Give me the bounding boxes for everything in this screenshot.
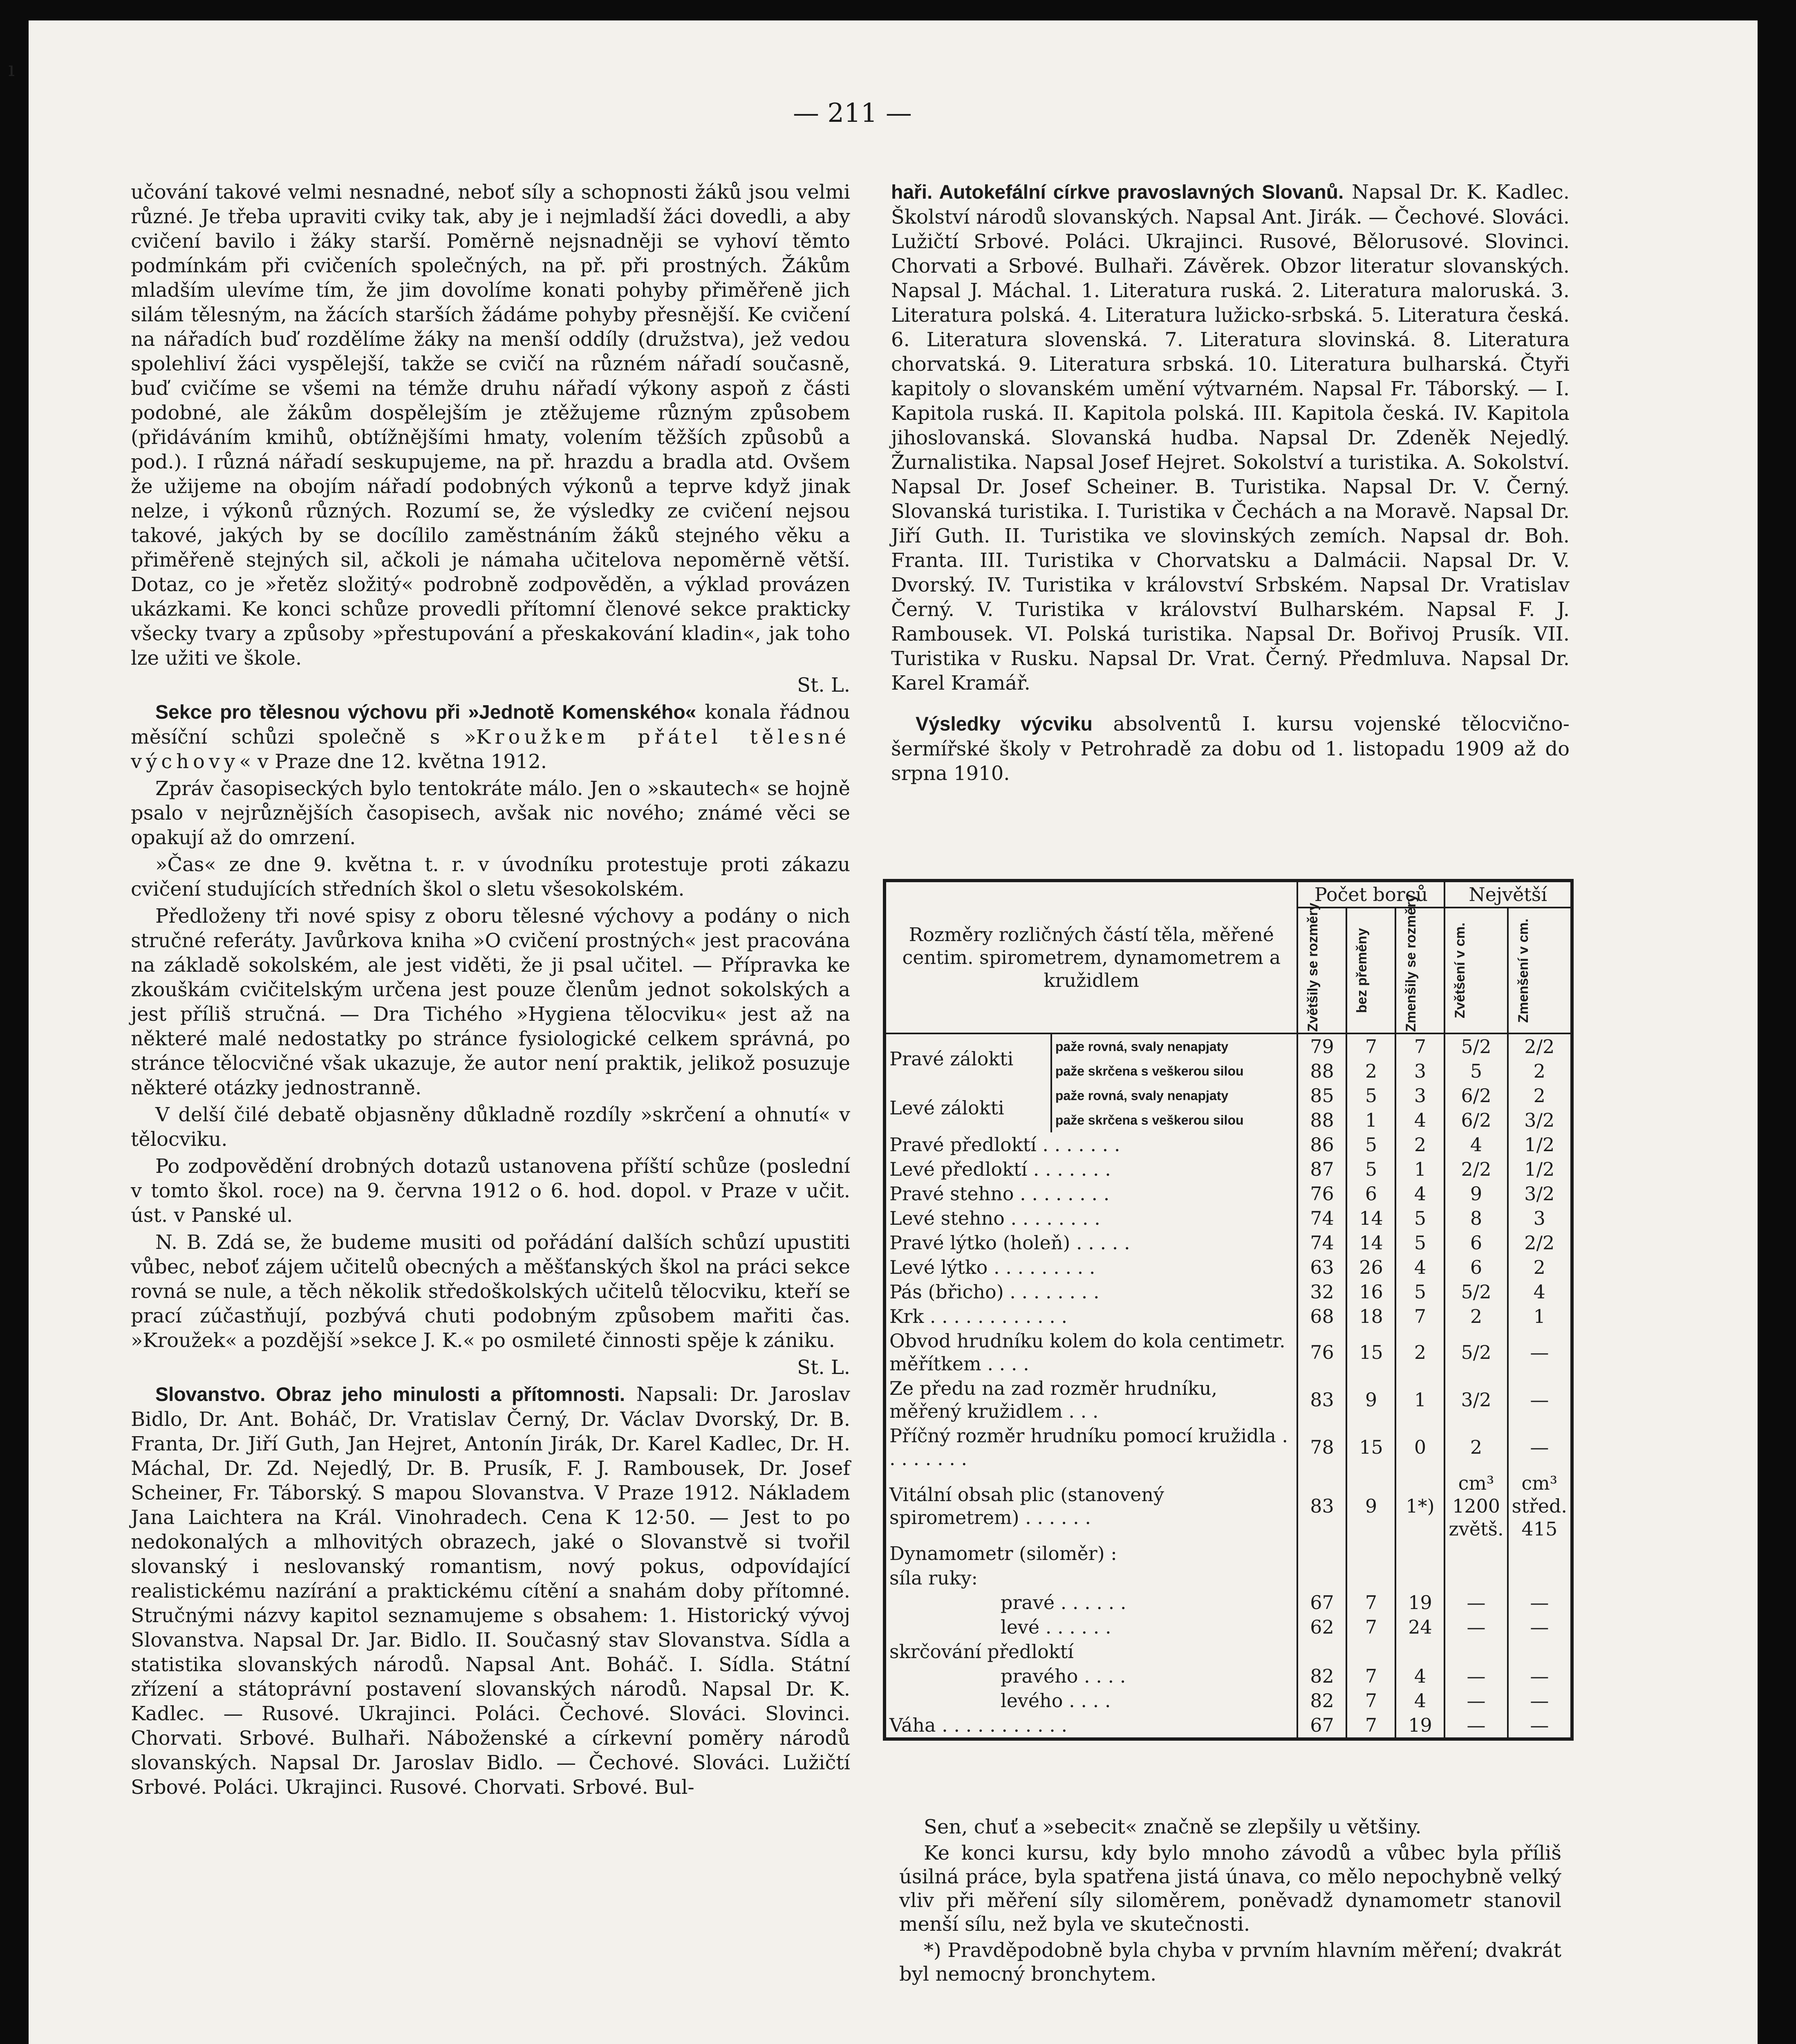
cell-b: 7 <box>1346 1033 1395 1059</box>
row-label: Levé stehno . . . . . . . . <box>885 1206 1297 1230</box>
table-row <box>885 1255 1572 1280</box>
results-table <box>883 879 1574 1741</box>
cell-a: 87 <box>1310 1158 1334 1180</box>
cell-e: 2/2 <box>1508 1033 1572 1059</box>
cell-e <box>1508 1639 1572 1664</box>
cell-e: 1/2 <box>1508 1157 1572 1181</box>
footnote: *) Pravděpodobně byla chyba v prvním hlavním měření; dvakrát byl nemocný bronchytem. <box>899 1939 1561 1986</box>
cell-e: — <box>1508 1713 1572 1739</box>
cell-b: 14 <box>1346 1206 1395 1230</box>
cell-d: cm³ 1200 zvětš. <box>1444 1471 1507 1541</box>
cell-e: 2 <box>1508 1059 1572 1083</box>
cell-d: — <box>1444 1688 1507 1713</box>
cell-d: 6 <box>1444 1255 1507 1280</box>
sub-header-label: Zvětšily se rozměry <box>1305 903 1321 1032</box>
cell-a: 67 <box>1310 1591 1334 1614</box>
cell-d: 5/2 <box>1444 1329 1507 1376</box>
cell-b: 7 <box>1346 1615 1395 1639</box>
text: « v Praze dne 12. května 1912. <box>239 750 547 773</box>
signature: St. L. <box>797 1356 850 1379</box>
text: Napsali: Dr. Jaroslav Bidlo, Dr. Ant. Boháč, Dr. Vratislav Černý, Dr. Václav Dvorský, Dr. B. Franta, Dr. Jiří Guth, Jan Hejret, Antonín Jirák, Dr. Karel Kadlec, Dr. H. Máchal, Dr. Zd. Nejedlý, Dr. B. Prusík, F. J. Rambousek, Dr. Josef Scheiner, Fr. Táborský. S mapou Slovanstva. V Praze 1912. Nákladem Jana Laichtera na Král. Vinohradech. Cena K 12·50. — Jest to po nedokonalých a mlhovitých obrazech, jaké o Slovanstvě si tvořil slovanský i neslovanský romantism, nový pokus, odpovídající realistickému nazírání a praktickému cítění a snahám doby přítomné. Stručnými názvy kapitol seznamujeme s obsahem: 1. Historický vývoj Slovanstva. Napsal Dr. Jar. Bidlo. II. Současný stav Slovanstva. Sídla a statistika slovanských národů. Napsal Ant. Boháč. I. Sídla. Státní zřízení a státoprávní postavení slovanských národů. Napsal Dr. K. Kadlec. — Rusové. Ukrajinci. Poláci. Čechové. Slováci. Slovinci. Chorvati. Srbové. Bulhaři. Náboženské a církevní poměry národů slovanských. Napsal Dr. Jaroslav Bidlo. — Čechové. Slováci. Lužičtí Srbové. Poláci. Ukrajinci. Rusové. Chorvati. Srbové. Bul- <box>131 1383 850 1799</box>
paragraph: Předloženy tři nové spisy z oboru tělesné výchovy a podány o nich stručné referáty. Javůrkova kniha »O cvičení prostných« jest pracována na základě sokolském, ale jest viděti, že ji psal učitel. — Přípravka ke zkouškám cvičitelským určena jest pouze členům jednot sokolských a jest příliš stručná. — Dra Tichého »Hygiena tělocviku« jest až na některé malé nedostatky po stránce fysiologické celkem správná, po stránce tělocvičné však ukazuje, že autor není praktik, jelikož posuzuje některé otázky jednostranně. <box>131 905 850 1099</box>
cell-a: 83 <box>1310 1389 1334 1411</box>
cell-b: 14 <box>1346 1230 1395 1255</box>
row-label: pravého . . . . <box>885 1664 1297 1688</box>
margin-mark: ı <box>8 57 15 81</box>
cell-c: 5 <box>1395 1230 1444 1255</box>
cell-e: cm³ střed. 415 <box>1508 1471 1572 1541</box>
paragraph: učování takové velmi nesnadné, neboť síly a schopnosti žáků jsou velmi různé. Je třeba upraviti cviky tak, aby je i nejmladší žáci dovedli, a aby cvičení bavilo i žáky starší. Poměrně nejsnadněji se vyhoví těmto podmínkám při cvičeních společných, na př. při prostných. Žákům mladším ulevíme tím, že jim dovolíme konati pohyby přiměřeně jich silám tělesným, na žácích starších žádáme pohyby přesnější. Ke cvičení na nářadích buď rozdělíme žáky na menší oddíly (družstva), jež vedou spolehliví žáci vyspělejší, takže se cvičí na různém nářadí současně, buď cvičíme se všemi na témže druhu nářadí výkony aspoň z části podobné, ale žákům dospělejším je ztěžujeme různým způsobem (přidáváním kmihů, obtížnějšími hmaty, volením těžších způsobů a pod.). I různá nářadí seskupujeme, na př. hrazdu a bradla atd. Ovšem že užijeme na obojím nářadí podobných výkonů a teprve když jinak nelze, i výkonů různých. Rozumí se, že výsledky ze cvičení nejsou takové, jakých by se docílilo zaměstnáním žáků stejného věku a přiměřeně stejných sil, ačkoli je námaha učitelova nepoměrně větší. Dotaz, co je »řetěz složitý« podrobně zodpověděn, a výklad provázen ukázkami. Ke konci schůze provedli přítomní členové sekce prakticky všecky tvary a způsoby »přestupování a přeskakování kladin«, jak toho lze užiti ve škole. <box>131 181 850 670</box>
row-label: Obvod hrudníku kolem do kola centimetr. měřítkem . . . . <box>885 1329 1297 1376</box>
cell-b: 7 <box>1346 1713 1395 1739</box>
cell-c: 0 <box>1395 1423 1444 1471</box>
cell-b: 15 <box>1346 1329 1395 1376</box>
cell-d: 5 <box>1444 1059 1507 1083</box>
table-row <box>885 1280 1572 1304</box>
cell-c: 3 <box>1395 1083 1444 1108</box>
text: Napsal Dr. K. Kadlec. Školství národů slovanských. Napsal Ant. Jirák. — Čechové. Slováci. Lužičtí Srbové. Poláci. Ukrajinci. Rusové, Bělorusové. Slovinci. Chorvati a Srbové. Bulhaři. Závěrek. Obzor literatur slovanských. Napsal J. Máchal. 1. Literatura ruská. 2. Literatura maloruská. 3. Literatura polská. 4. Literatura lužicko-srbská. 5. Literatura česká. 6. Literatura slovenská. 7. Literatura slovinská. 8. Literatura chorvatská. 9. Literatura srbská. 10. Literatura bulharská. Čtyři kapitoly o slovanském umění výtvarném. Napsal Fr. Táborský. — I. Kapitola ruská. II. Kapitola polská. III. Kapitola česká. IV. Kapitola jihoslovanská. Slovanská hudba. Napsal Dr. Zdeněk Nejedlý. Žurnalistika. Napsal Josef Hejret. Sokolství a turistika. A. Sokolství. Napsal Dr. Josef Scheiner. B. Turistika. Napsal Dr. V. Černý. Slovanská turistika. I. Turistika v Čechách a na Moravě. Napsal Dr. Jiří Guth. II. Turistika ve slovinských zemích. Napsal dr. Boh. Franta. III. Turistika v Chorvatsku a Dalmácii. Napsal Dr. V. Dvorský. IV. Turistika v království Srbském. Napsal Dr. Vratislav Černý. V. Turistika v království Bulharském. Napsal F. J. Rambousek. VI. Polská turistika. Napsal Dr. Bořivoj Prusík. VII. Turistika v Rusku. Napsal Dr. Vrat. Černý. Předmluva. Napsal Dr. Karel Kramář. <box>891 181 1570 695</box>
condition-label: paže rovná, svaly nenapjaty <box>1051 1033 1298 1059</box>
section-title: Slovanstvo. Obraz jeho minulosti a přítomnosti. <box>155 1384 625 1405</box>
table-row <box>885 1376 1572 1423</box>
cell-e: — <box>1508 1615 1572 1639</box>
cell-e: — <box>1508 1329 1572 1376</box>
cell-c: 4 <box>1395 1181 1444 1206</box>
cell-d <box>1444 1639 1507 1664</box>
cell-e: 3 <box>1508 1206 1572 1230</box>
cell-e: — <box>1508 1664 1572 1688</box>
row-label: skrčování předloktí <box>885 1639 1297 1664</box>
page-number: — 211 — <box>793 98 912 128</box>
cell-b: 1 <box>1346 1108 1395 1132</box>
header-nejvetsi: Největší <box>1444 881 1572 908</box>
cell-e: 3/2 <box>1508 1108 1572 1132</box>
table-row <box>885 1033 1572 1059</box>
cell-c <box>1395 1566 1444 1590</box>
cell-a: 88 <box>1310 1060 1334 1082</box>
condition-label: paže skrčena s veškerou silou <box>1051 1059 1298 1083</box>
cell-b: 15 <box>1346 1423 1395 1471</box>
cell-c: 4 <box>1395 1108 1444 1132</box>
cell-e: — <box>1508 1688 1572 1713</box>
paragraph <box>891 180 1570 695</box>
sub-header-label: Zvětšení v cm. <box>1452 922 1468 1019</box>
table-row <box>885 1304 1572 1329</box>
paragraph: Zpráv časopiseckých bylo tentokráte málo. Jen o »skautech« se hojně psalo v nejrůznějších časopisech, avšak nic nového; známé věci se opakují až do omrzení. <box>131 777 850 849</box>
cell-e: 2/2 <box>1508 1230 1572 1255</box>
cell-d: — <box>1444 1664 1507 1688</box>
header-description: Rozměry rozličných částí těla, měřené centim. spirometrem, dynamometrem a kružidlem <box>885 881 1297 1033</box>
table-row <box>885 1423 1572 1471</box>
bold-text: haři. Autokefální církve pravoslavných Slovanů. <box>891 182 1344 203</box>
cell-c: 4 <box>1395 1664 1444 1688</box>
cell-a: 68 <box>1310 1305 1334 1327</box>
notes <box>899 1815 1561 1988</box>
table-row <box>885 1132 1572 1157</box>
cell-d: 6 <box>1444 1230 1507 1255</box>
cell-e: — <box>1508 1376 1572 1423</box>
cell-d: 5/2 <box>1444 1033 1507 1059</box>
cell-e: 2 <box>1508 1255 1572 1280</box>
cell-a: 76 <box>1310 1183 1334 1205</box>
cell-e: — <box>1508 1590 1572 1615</box>
cell-b: 5 <box>1346 1083 1395 1108</box>
paragraph: N. B. Zdá se, že budeme musiti od pořádání dalších schůzí upustiti vůbec, neboť zájem učitelů obecných a měšťanských škol na práci sekce rovná se nule, a těch několik středoškolských učitelů tělocviku, kteří se prací zúčastňují, pozbývá chuti podobným způsobem mařiti čas. »Kroužek« a pozdější »sekce J. K.« po osmileté činnosti spěje k zániku. <box>131 1231 850 1352</box>
cell-c: 4 <box>1395 1255 1444 1280</box>
sub-header-label: Zmenšení v cm. <box>1515 918 1531 1023</box>
cell-e: 4 <box>1508 1280 1572 1304</box>
header-pocet-borcu: Počet borců <box>1297 881 1444 908</box>
section-title: Sekce pro tělesnou výchovu při »Jednotě Komenského« <box>155 702 696 723</box>
cell-b: 7 <box>1346 1664 1395 1688</box>
sub-header <box>1508 908 1572 1033</box>
cell-d: 2/2 <box>1444 1157 1507 1181</box>
cell-d: — <box>1444 1590 1507 1615</box>
row-label: levé . . . . . . <box>885 1615 1297 1639</box>
cell-c: 7 <box>1395 1033 1444 1059</box>
cell-c: 7 <box>1395 1304 1444 1329</box>
cell-d: — <box>1444 1713 1507 1739</box>
paragraph: »Čas« ze dne 9. května t. r. v úvodníku protestuje proti zákazu cvičení studujících středních škol o sletu všesokolském. <box>131 853 850 901</box>
cell-b: 5 <box>1346 1157 1395 1181</box>
cell-a: 74 <box>1310 1207 1334 1229</box>
text: konala řádnou měsíční schůzi společně s » <box>131 701 851 749</box>
cell-b: 9 <box>1346 1471 1395 1541</box>
text: absolventů I. kursu vojenské tělocvično-šermířské školy v Petrohradě za dobu od 1. listopadu 1909 až do srpna 1910. <box>891 713 1570 785</box>
sub-header <box>1395 894 1444 1033</box>
table-row <box>885 1541 1572 1566</box>
sub-header-label: bez přeměny <box>1354 928 1370 1013</box>
cell-c: 4 <box>1395 1688 1444 1713</box>
cell-a <box>1297 1639 1346 1664</box>
condition-label: paže skrčena s veškerou silou <box>1051 1108 1298 1132</box>
cell-c: 19 <box>1395 1590 1444 1615</box>
note: Ke konci kursu, kdy bylo mnoho závodů a vůbec byla příliš úsilná práce, byla spatřena jistá únava, co mělo nepochybně velký vliv při měření síly siloměrem, poněvadž dynamometr stanovil menší sílu, než byla ve skutečnosti. <box>899 1842 1561 1936</box>
cell-a: 74 <box>1310 1232 1334 1254</box>
cell-d: 3/2 <box>1444 1376 1507 1423</box>
paragraph: Po zodpovědění drobných dotazů ustanovena příští schůze (poslední v tomto škol. roce) na 9. června 1912 o 6. hod. dopol. v Praze v učit. úst. v Panské ul. <box>131 1155 850 1227</box>
row-label: Příčný rozměr hrudníku pomocí kružidla . . . . . . . . <box>885 1423 1297 1471</box>
row-label: levého . . . . <box>885 1688 1297 1713</box>
sub-header <box>1297 903 1346 1033</box>
cell-a: 63 <box>1310 1256 1334 1278</box>
cell-a: 86 <box>1310 1134 1334 1156</box>
cell-e: 2 <box>1508 1083 1572 1108</box>
table-row <box>885 1639 1572 1664</box>
signature: St. L. <box>797 674 850 697</box>
cell-a: 62 <box>1310 1616 1334 1638</box>
cell-c: 3 <box>1395 1059 1444 1083</box>
spaced-text: Kroužkem přátel tělesné výchovy <box>131 726 851 773</box>
cell-e: 1/2 <box>1508 1132 1572 1157</box>
cell-d: 9 <box>1444 1181 1507 1206</box>
cell-a <box>1297 1541 1346 1566</box>
cell-b: 7 <box>1346 1590 1395 1615</box>
paragraph <box>131 700 850 774</box>
row-label: Levé zálokti <box>889 1097 1004 1119</box>
table-row <box>885 1157 1572 1181</box>
cell-d: 6/2 <box>1444 1083 1507 1108</box>
cell-d: 2 <box>1444 1304 1507 1329</box>
left-column <box>131 180 850 1802</box>
cell-b: 2 <box>1346 1059 1395 1083</box>
cell-a: 67 <box>1310 1714 1334 1736</box>
cell-c: 1 <box>1395 1157 1444 1181</box>
sub-header <box>1346 908 1395 1033</box>
cell-c: 24 <box>1395 1615 1444 1639</box>
row-label: Dynamometr (siloměr) : <box>885 1541 1297 1566</box>
row-label: síla ruky: <box>885 1566 1297 1590</box>
table-row <box>885 1206 1572 1230</box>
section-title: Výsledky výcviku <box>916 713 1093 735</box>
right-column <box>891 180 1570 788</box>
cell-e: — <box>1508 1423 1572 1471</box>
paragraph <box>131 1382 850 1800</box>
row-label: Pravé předloktí . . . . . . . <box>885 1132 1297 1157</box>
cell-b <box>1346 1541 1395 1566</box>
cell-a: 32 <box>1310 1281 1334 1303</box>
cell-c: 5 <box>1395 1280 1444 1304</box>
row-label: pravé . . . . . . <box>885 1590 1297 1615</box>
row-label: Pás (břicho) . . . . . . . . <box>885 1280 1297 1304</box>
cell-c: 19 <box>1395 1713 1444 1739</box>
table-row <box>885 1713 1572 1739</box>
cell-b: 6 <box>1346 1181 1395 1206</box>
cell-e: 3/2 <box>1508 1181 1572 1206</box>
cell-e <box>1508 1541 1572 1566</box>
cell-c: 2 <box>1395 1329 1444 1376</box>
sub-header <box>1444 908 1507 1033</box>
cell-d: 5/2 <box>1444 1280 1507 1304</box>
cell-a: 85 <box>1310 1085 1334 1107</box>
cell-d <box>1444 1566 1507 1590</box>
cell-c: 5 <box>1395 1206 1444 1230</box>
cell-b: 26 <box>1346 1255 1395 1280</box>
cell-b <box>1346 1639 1395 1664</box>
paragraph: V delší čilé debatě objasněny důkladně rozdíly »skrčení a ohnutí« v tělocviku. <box>131 1103 850 1151</box>
row-label: Pravé zálokti <box>889 1048 1014 1070</box>
row-label: Pravé stehno . . . . . . . . <box>885 1181 1297 1206</box>
cell-a: 78 <box>1310 1436 1334 1458</box>
table-row <box>885 1615 1572 1639</box>
cell-d: 6/2 <box>1444 1108 1507 1132</box>
cell-a: 76 <box>1310 1341 1334 1363</box>
condition-label: paže rovná, svaly nenapjaty <box>1051 1083 1298 1108</box>
table-row <box>885 1664 1572 1688</box>
cell-d: 2 <box>1444 1423 1507 1471</box>
cell-a <box>1297 1566 1346 1590</box>
row-label: Váha . . . . . . . . . . . <box>885 1713 1297 1739</box>
cell-b: 9 <box>1346 1376 1395 1423</box>
table-row <box>885 1688 1572 1713</box>
cell-c <box>1395 1639 1444 1664</box>
paragraph <box>891 712 1570 786</box>
table-row <box>885 1566 1572 1590</box>
sub-header-label: Zmenšily se rozměry <box>1403 894 1419 1032</box>
cell-d: 4 <box>1444 1132 1507 1157</box>
table-row <box>885 1590 1572 1615</box>
table-row <box>885 1329 1572 1376</box>
cell-e: 1 <box>1508 1304 1572 1329</box>
table-row <box>885 1471 1572 1541</box>
cell-c: 1 <box>1395 1376 1444 1423</box>
table-row <box>885 1083 1572 1108</box>
cell-c: 1*) <box>1395 1471 1444 1541</box>
cell-a: 82 <box>1310 1690 1334 1712</box>
cell-b: 16 <box>1346 1280 1395 1304</box>
cell-e <box>1508 1566 1572 1590</box>
cell-a: 82 <box>1310 1665 1334 1687</box>
cell-a: 83 <box>1310 1495 1334 1517</box>
row-label: Levé lýtko . . . . . . . . . <box>885 1255 1297 1280</box>
cell-b: 7 <box>1346 1688 1395 1713</box>
cell-b <box>1346 1566 1395 1590</box>
row-label: Pravé lýtko (holeň) . . . . . <box>885 1230 1297 1255</box>
table-row <box>885 1181 1572 1206</box>
row-label: Krk . . . . . . . . . . . . <box>885 1304 1297 1329</box>
row-label: Levé předloktí . . . . . . . <box>885 1157 1297 1181</box>
cell-d: 8 <box>1444 1206 1507 1230</box>
cell-a: 79 <box>1310 1035 1334 1058</box>
cell-d <box>1444 1541 1507 1566</box>
cell-c: 2 <box>1395 1132 1444 1157</box>
cell-d: — <box>1444 1615 1507 1639</box>
cell-a: 88 <box>1310 1109 1334 1131</box>
cell-b: 5 <box>1346 1132 1395 1157</box>
cell-b: 18 <box>1346 1304 1395 1329</box>
cell-c <box>1395 1541 1444 1566</box>
row-label: Vitální obsah plic (stanovený spirometrem) . . . . . . <box>885 1471 1297 1541</box>
note: Sen, chuť a »sebecit« značně se zlepšily u většiny. <box>924 1815 1422 1838</box>
row-label: Ze předu na zad rozměr hrudníku, měřený kružidlem . . . <box>885 1376 1297 1423</box>
table-row <box>885 1230 1572 1255</box>
